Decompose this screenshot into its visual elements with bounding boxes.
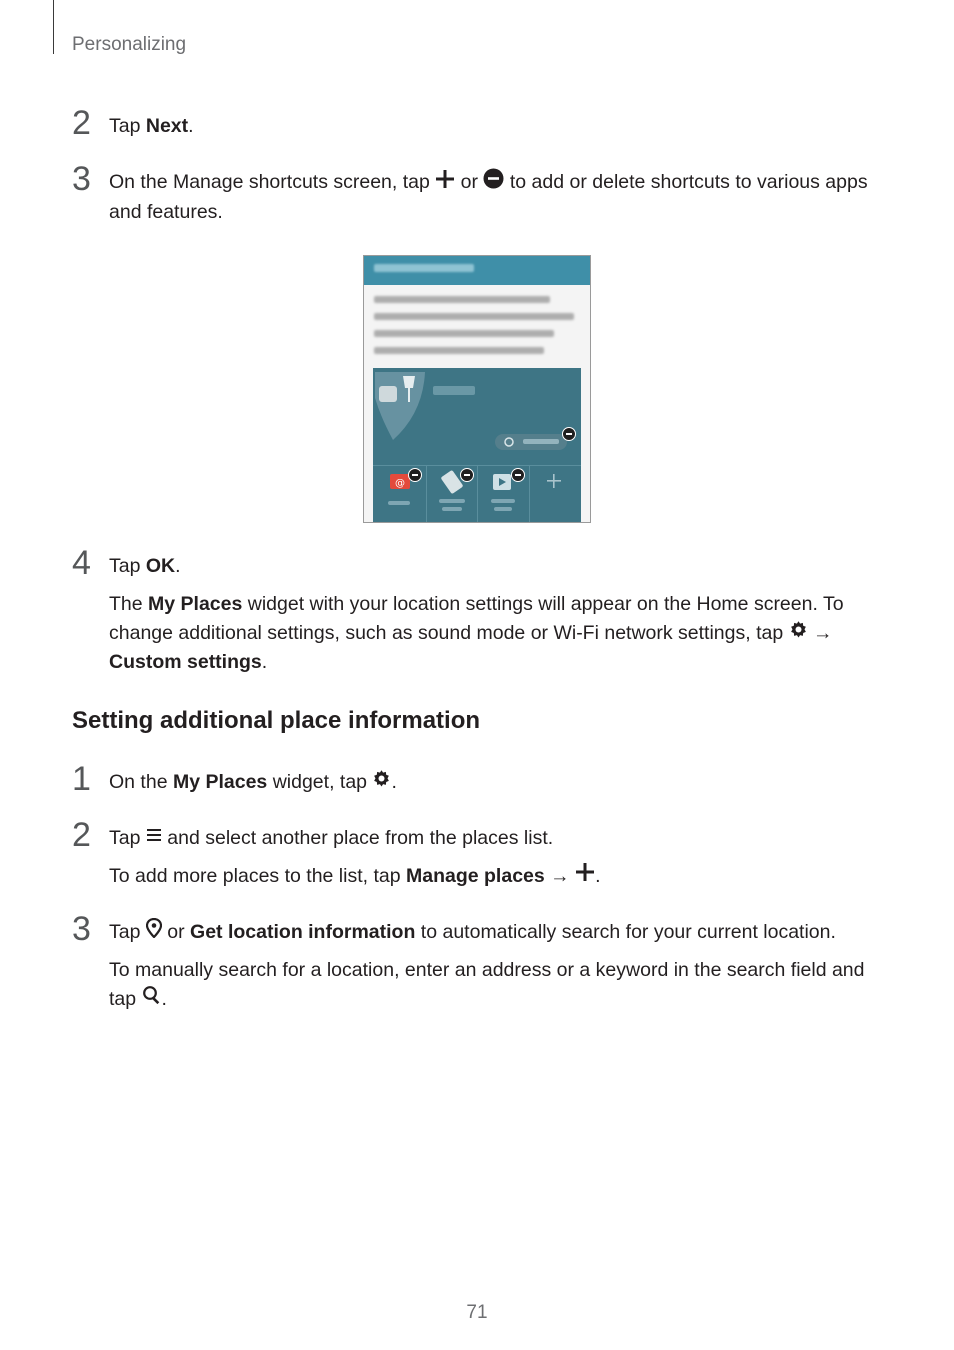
text: and select another place from the places list. bbox=[161, 827, 554, 849]
text: To manually search for a location, enter an address or a keyword in the search field and tap bbox=[109, 959, 865, 1010]
step-number: 2 bbox=[72, 104, 91, 142]
remove-shortcut-icon bbox=[562, 427, 576, 441]
step-b3-detail bbox=[109, 956, 874, 1014]
text: widget with your location settings will appear on the Home screen. To change additional settings, such as sound mode or Wi-Fi network settings, tap bbox=[109, 593, 844, 644]
text: Tap bbox=[109, 827, 146, 849]
plus-icon bbox=[575, 862, 595, 891]
text: On the Manage shortcuts screen, tap bbox=[109, 171, 436, 194]
step-text bbox=[109, 918, 869, 947]
step-text bbox=[109, 168, 869, 227]
step-text bbox=[109, 552, 869, 581]
text: Tap bbox=[109, 921, 146, 943]
text: . bbox=[261, 651, 268, 674]
remove-shortcut-icon bbox=[460, 468, 474, 482]
text: . bbox=[391, 771, 397, 793]
text: widget, tap bbox=[267, 771, 373, 793]
title-bar bbox=[364, 256, 590, 285]
section-label: Personalizing bbox=[72, 34, 187, 55]
step-text bbox=[109, 112, 869, 141]
step-number: 4 bbox=[72, 544, 91, 582]
text: to add or delete shortcuts to various apps and features. bbox=[109, 171, 868, 223]
step-number: 1 bbox=[72, 760, 91, 798]
remove-shortcut-icon bbox=[408, 468, 422, 482]
svg-text:@: @ bbox=[395, 478, 405, 489]
minus-circle-icon bbox=[483, 168, 504, 198]
text: On the bbox=[109, 771, 173, 793]
step-text bbox=[109, 824, 869, 853]
bold-term: My Places bbox=[172, 771, 268, 793]
text: . bbox=[595, 865, 601, 887]
text: To add more places to the list, tap bbox=[109, 865, 406, 887]
text: to automatically search for your current location. bbox=[415, 921, 836, 943]
header-rule bbox=[53, 0, 54, 54]
step-4-detail bbox=[109, 590, 874, 677]
text: . bbox=[161, 988, 167, 1010]
bold-term: Custom settings bbox=[109, 651, 262, 674]
page-number: 71 bbox=[466, 1302, 488, 1323]
text: Tap bbox=[109, 115, 146, 137]
text: The bbox=[109, 593, 149, 615]
text: Tap bbox=[109, 555, 146, 577]
section-heading: Setting additional place information bbox=[72, 707, 481, 734]
search-icon bbox=[142, 985, 162, 1014]
remove-shortcut-icon bbox=[511, 468, 525, 482]
step-number: 3 bbox=[72, 910, 91, 948]
text: or bbox=[455, 171, 484, 194]
plus-icon bbox=[435, 169, 455, 198]
text: . bbox=[188, 115, 194, 137]
step-text bbox=[109, 768, 869, 797]
arrow: → bbox=[544, 865, 576, 887]
step-b2-detail bbox=[109, 862, 874, 891]
gear-icon bbox=[372, 768, 391, 797]
gear-icon bbox=[789, 619, 808, 648]
bold-term: Get location information bbox=[190, 921, 416, 943]
text: . bbox=[175, 555, 181, 577]
bold-term: Next bbox=[145, 115, 189, 137]
home-widget-preview bbox=[373, 368, 581, 522]
bold-term: My Places bbox=[148, 593, 243, 615]
bold-term: OK bbox=[145, 555, 176, 577]
manage-shortcuts-screenshot bbox=[363, 255, 591, 523]
step-number: 3 bbox=[72, 160, 91, 198]
text: or bbox=[161, 921, 191, 943]
location-pin-icon bbox=[146, 918, 162, 947]
step-number: 2 bbox=[72, 816, 91, 854]
arrow: → bbox=[807, 622, 833, 644]
bold-term: Manage places bbox=[406, 865, 545, 887]
menu-icon bbox=[146, 824, 162, 853]
